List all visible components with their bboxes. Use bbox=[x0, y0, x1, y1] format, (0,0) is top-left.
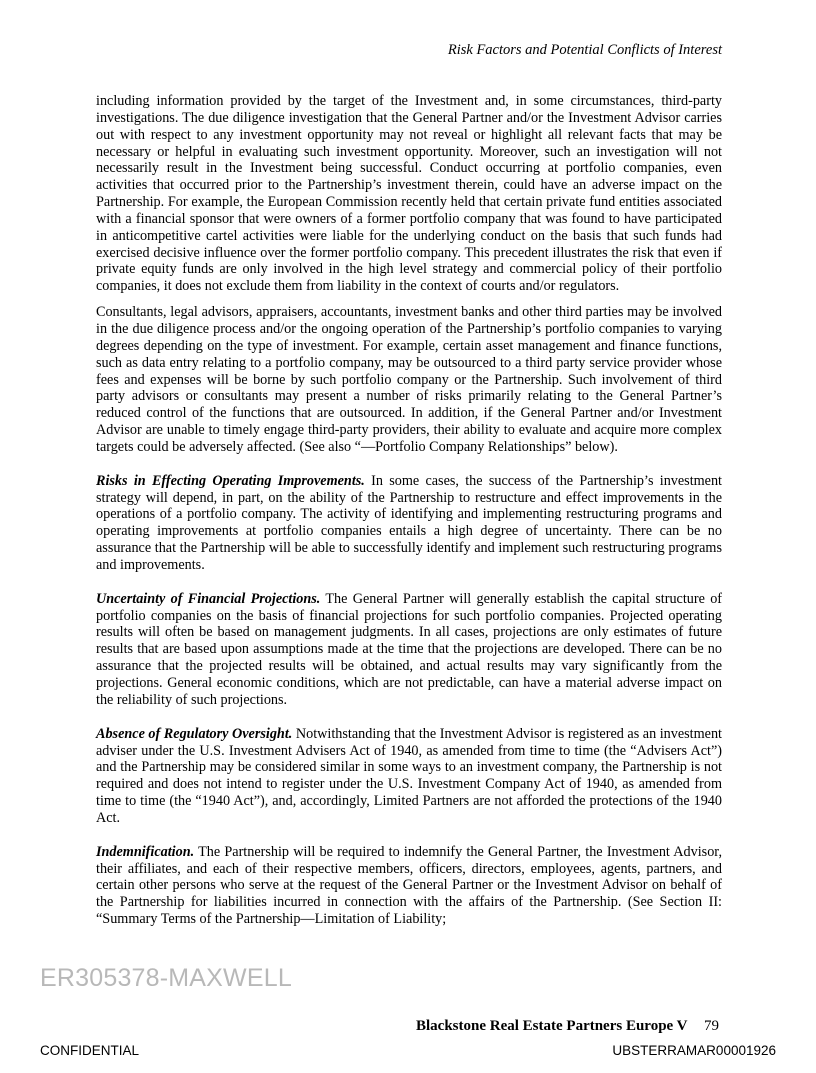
watermark-stamp: ER305378-MAXWELL bbox=[40, 964, 292, 992]
paragraph-text: In some cases, the success of the Partnership’s investment strategy will depend, in part, on the ability of the Partnership to restructure and effect improvements in the operations of a portfolio company. The activity of identifying and implementing restructuring programs and operating improvements at portfolio companies entails a high degree of uncertainty. There can be no assurance that the Partnership will be able to successfully identify and implement such restructuring programs and improvements. bbox=[96, 472, 723, 573]
section-heading: Indemnification. bbox=[96, 843, 195, 860]
paragraph-operating-improvements bbox=[96, 473, 722, 574]
running-header: Risk Factors and Potential Conflicts of Interest bbox=[447, 42, 722, 58]
footer-title: Blackstone Real Estate Partners Europe V bbox=[416, 1018, 688, 1034]
paragraph-text: including information provided by the target of the Investment and, in some circumstances, third-party investigations. The due diligence investigation that the General Partner and/or the Investment Advisor carries out with respect to any investment opportunity may not reveal or highlight all relevant facts that may be necessary or helpful in evaluating such investment opportunity. Moreover, such an investigation will not necessarily result in the Investment being successful. Conduct occurring at portfolio companies, even activities that occurred prior to the Partnership’s investment therein, could have an adverse impact on the Partnership. For example, the European Commission recently held that certain private fund entities associated with a financial sponsor that were owners of a former portfolio company that was found to have participated in anticompetitive cartel activities were liable for the underlying conduct on the basis that such funds had exercised decisive influence over the former portfolio company. This precedent illustrates the risk that even if private equity funds are only involved in the high level strategy and commercial policy of their portfolio companies, it does not exclude them from liability in the context of courts and/or regulators. bbox=[96, 93, 722, 295]
section-heading: Risks in Effecting Operating Improvements. bbox=[96, 472, 365, 489]
confidential-label: CONFIDENTIAL bbox=[40, 1043, 140, 1058]
bates-number: UBSTERRAMAR00001926 bbox=[612, 1043, 776, 1058]
paragraph-regulatory-oversight bbox=[96, 726, 722, 827]
paragraph-1 bbox=[96, 93, 722, 295]
page-number: 79 bbox=[704, 1018, 719, 1034]
paragraph-2 bbox=[96, 304, 722, 456]
paragraph-financial-projections bbox=[96, 591, 722, 709]
paragraph-indemnification bbox=[96, 844, 722, 928]
section-heading: Uncertainty of Financial Projections. bbox=[96, 590, 321, 607]
paragraph-text: The General Partner will generally establish the capital structure of portfolio companies on the basis of financial projections for such portfolio companies. Projected operating results will often be based on management judgments. In all cases, projections are only estimates of future results that are based upon assumptions made at the time that the projections are developed. There can be no assurance that the projected results will be obtained, and actual results may vary significantly from the projections. General economic conditions, which are not predictable, can have a material adverse impact on the reliability of such projections. bbox=[96, 590, 723, 708]
paragraph-text: Consultants, legal advisors, appraisers, accountants, investment banks and other third parties may be involved in the due diligence process and/or the ongoing operation of the Partnership’s portfolio companies to varying degrees depending on the type of investment. For example, certain asset management and finance functions, such as data entry relating to a portfolio company, may be outsourced to a third party service provider whose fees and expenses will be borne by such portfolio company or the Partnership. Such involvement of third party advisors or consultants may present a number of risks primarily relating to the General Partner’s reduced control of the functions that are outsourced. In addition, if the General Partner and/or Investment Advisor are unable to timely engage third-party providers, their ability to evaluate and acquire more complex targets could be adversely affected. (See also “—Portfolio Company Relationships” below). bbox=[96, 304, 722, 455]
section-heading: Absence of Regulatory Oversight. bbox=[96, 725, 293, 742]
paragraph-text: Notwithstanding that the Investment Advisor is registered as an investment adviser under the U.S. Investment Advisers Act of 1940, as amended from time to time (the “Advisers Act”) and the Partnership may be considered similar in some ways to an investment company, the Partnership is not required and does not intend to register under the U.S. Investment Company Act of 1940, as amended from time to time (the “1940 Act”), and, accordingly, Limited Partners are not afforded the protections of the 1940 Act. bbox=[96, 725, 722, 826]
document-body bbox=[96, 93, 722, 937]
paragraph-text: The Partnership will be required to indemnify the General Partner, the Investment Advisor, their affiliates, and each of their respective members, officers, directors, employees, agents, partners, and certain other persons who serve at the request of the General Partner or the Investment Advisor on behalf of the Partnership for liabilities incurred in connection with the affairs of the Partnership. (See Section II: “Summary Terms of the Partnership—Limitation of Liability; bbox=[96, 843, 722, 928]
